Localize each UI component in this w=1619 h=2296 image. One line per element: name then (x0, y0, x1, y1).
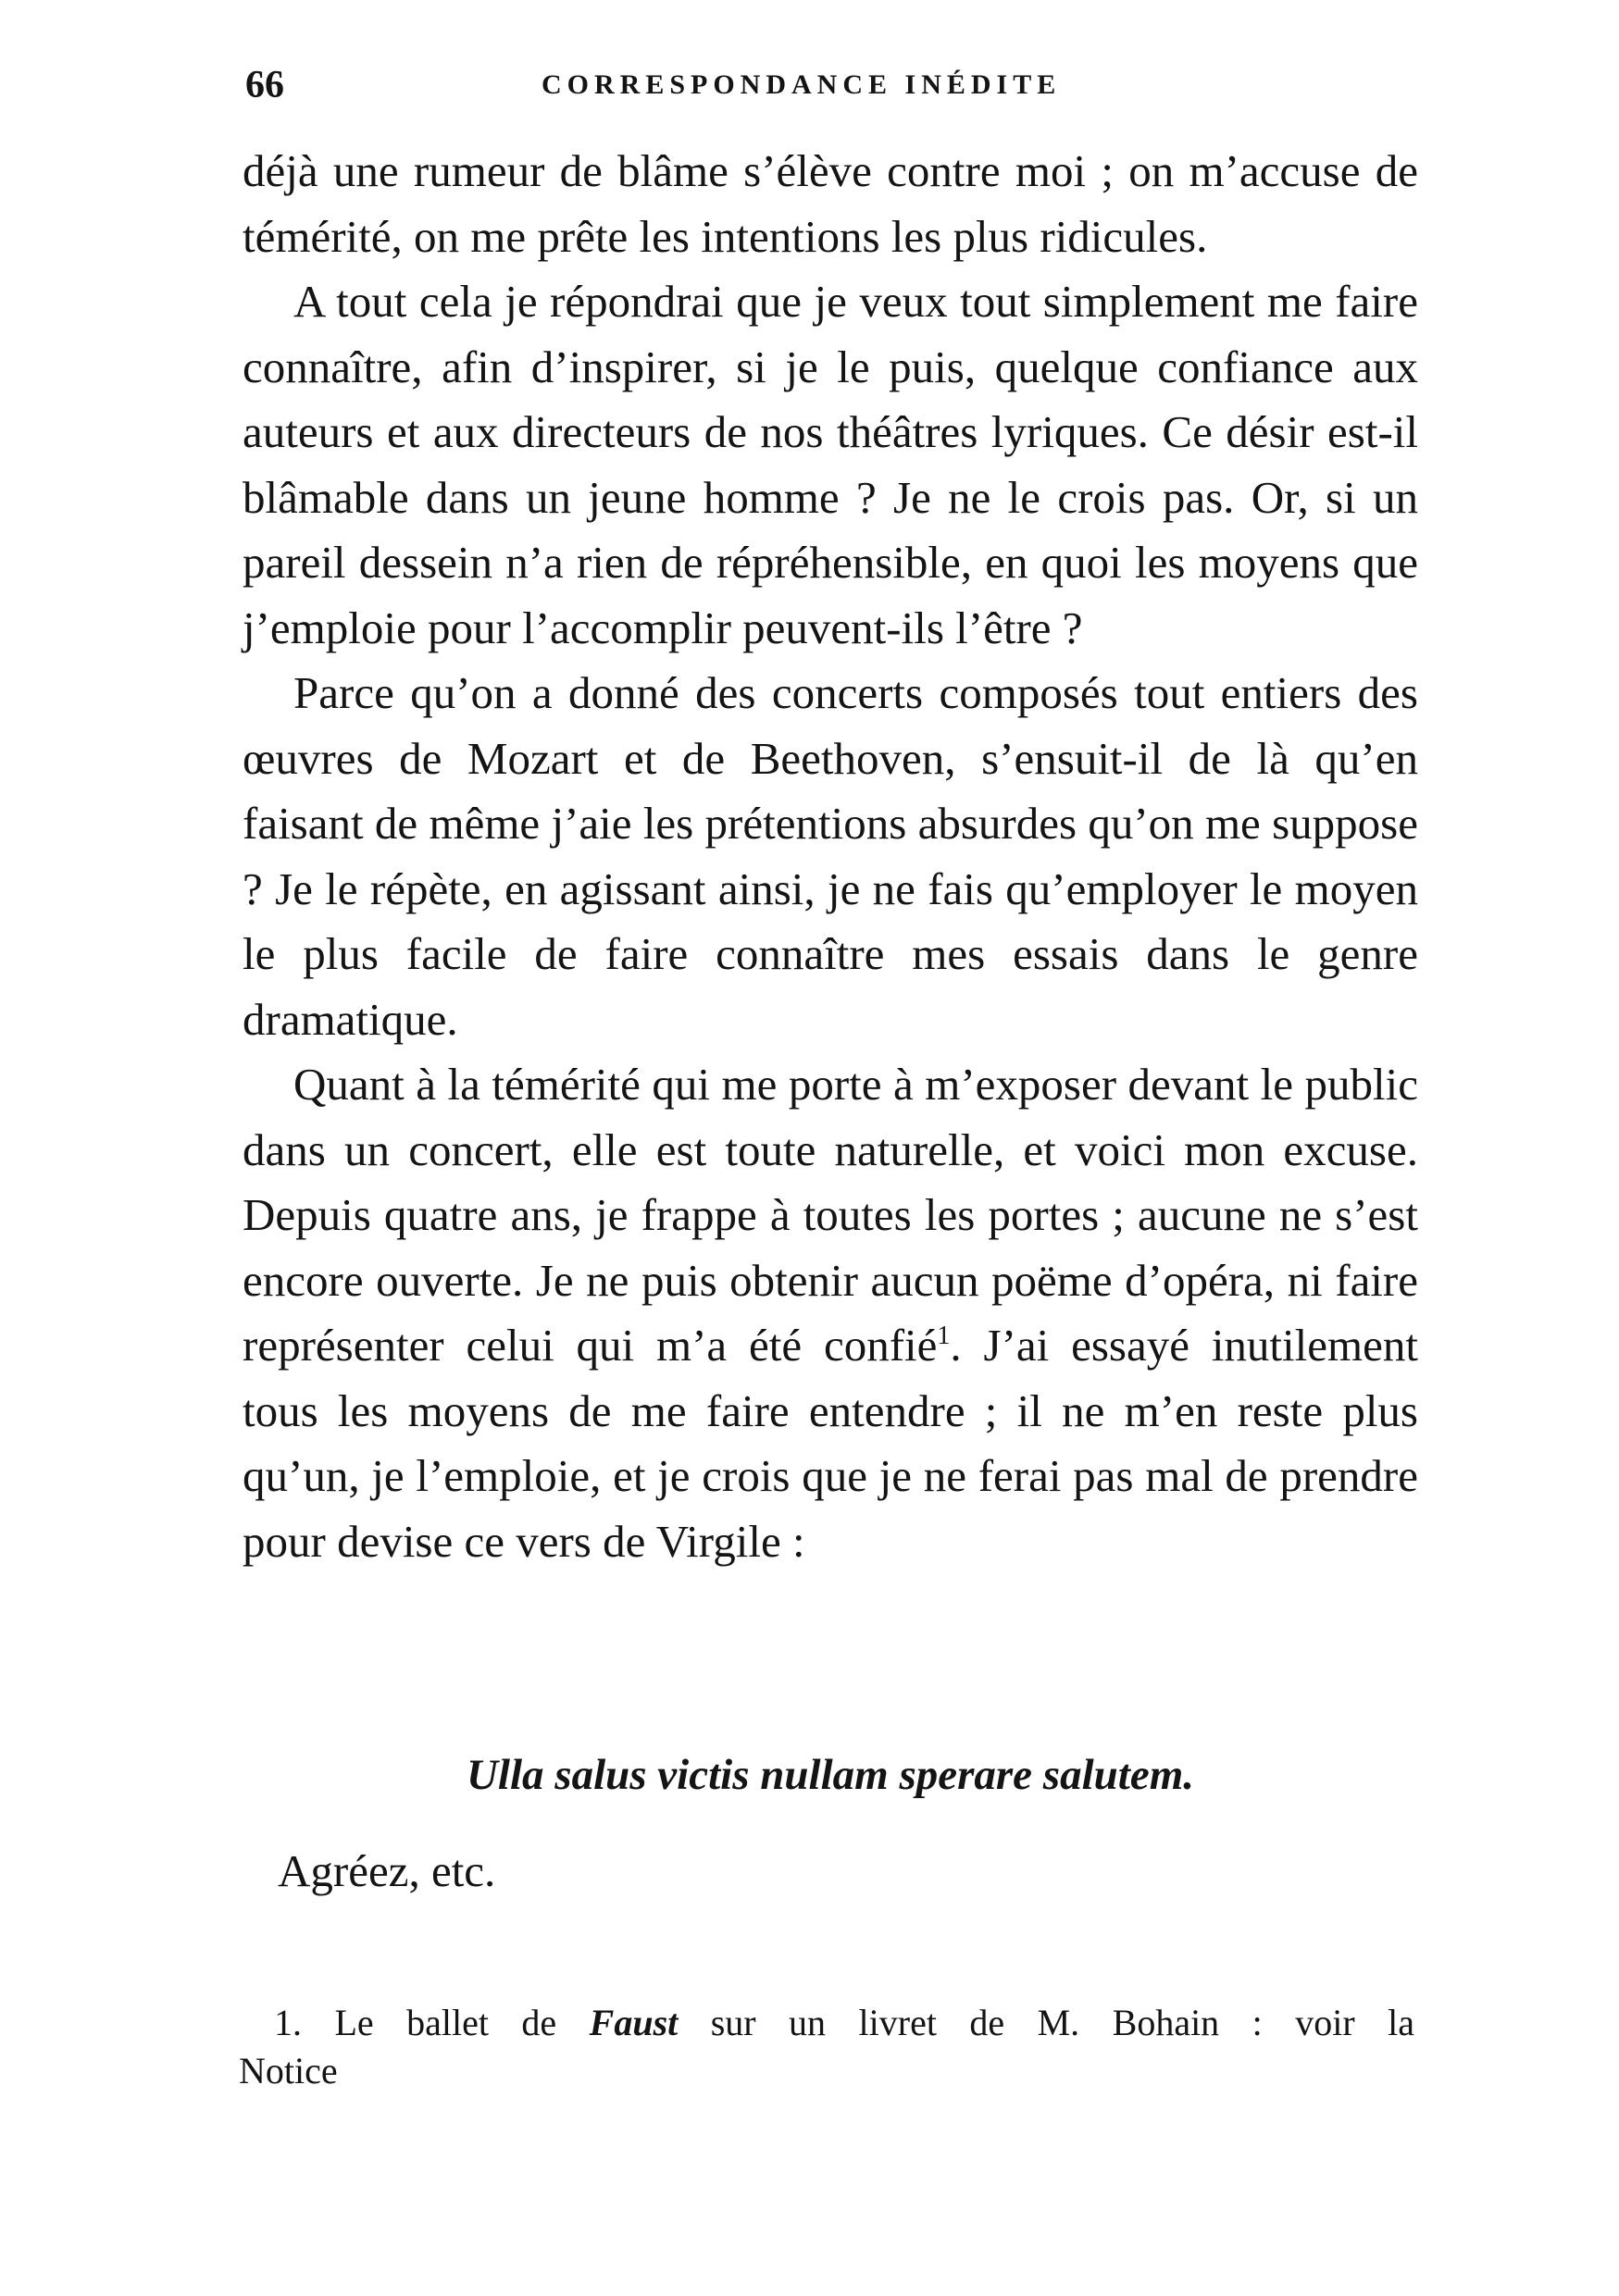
body-text (243, 139, 1418, 1574)
paragraph-4 (243, 1052, 1418, 1574)
page-number: 66 (245, 64, 284, 106)
closing-salutation: Agréez, etc. (278, 1845, 496, 1896)
paragraph-3: Parce qu’on a donné des concerts composés tout entiers des œuvres de Mozart et de Beethoven, s’ensuit-il de là qu’en faisant de même j’aie les prétentions absurdes qu’on me suppose ? Je le répète, en agissant ainsi, je ne fais qu’employer le moyen le plus facile de faire connaître mes essais dans le genre dramatique. (243, 667, 1418, 1045)
page-header (245, 57, 1421, 113)
running-title: CORRESPONDANCE INÉDITE (542, 69, 1062, 100)
footnote-text-after: sur un livret de M. Bohain : voir la (678, 2002, 1414, 2043)
paragraph-1: déjà une rumeur de blâme s’élève contre moi ; on m’accuse de témérité, on me prête les intentions les plus ridicules. (243, 145, 1418, 262)
footnote-text-before: Le ballet de (302, 2002, 590, 2043)
latin-verse: Ulla salus victis nullam sperare salutem. (466, 1751, 1195, 1799)
paragraph-4-text-before-note: Quant à la témérité qui me porte à m’exposer devant le public dans un concert, elle est toute naturelle, et voici mon excuse. Depuis quatre ans, je frappe à toutes les portes ; aucune ne s’est encore ouverte. Je ne puis obtenir aucun poëme d’opéra, ni faire représenter celui qui m’a été confié (243, 1059, 1418, 1371)
footnote (239, 1999, 1414, 2095)
footnote-italic-title: Faust (589, 2002, 679, 2043)
paragraph-4-text-after-note: . J’ai essayé inutilement tous les moyens de me faire entendre ; il ne m’en reste plus qu’un, je l’emploie, et je crois que je ne ferai pas mal de prendre pour devise ce vers de Virgile : (243, 1320, 1418, 1567)
paragraph-2: A tout cela je répondrai que je veux tout simplement me faire connaître, afin d’inspirer, si je le puis, quelque confiance aux auteurs et aux directeurs de nos théâtres lyriques. Ce désir est-il blâmable dans un jeune homme ? Je ne le crois pas. Or, si un pareil dessein n’a rien de répréhensible, en quoi les moyens que j’emploie pour l’accomplir peuvent-ils l’être ? (243, 276, 1418, 653)
footnote-line-1 (239, 1999, 1414, 2047)
footnote-number: 1. (274, 2002, 302, 2043)
footnote-continuation: Notice (239, 2050, 338, 2091)
footnote-reference[interactable]: 1 (937, 1322, 951, 1350)
